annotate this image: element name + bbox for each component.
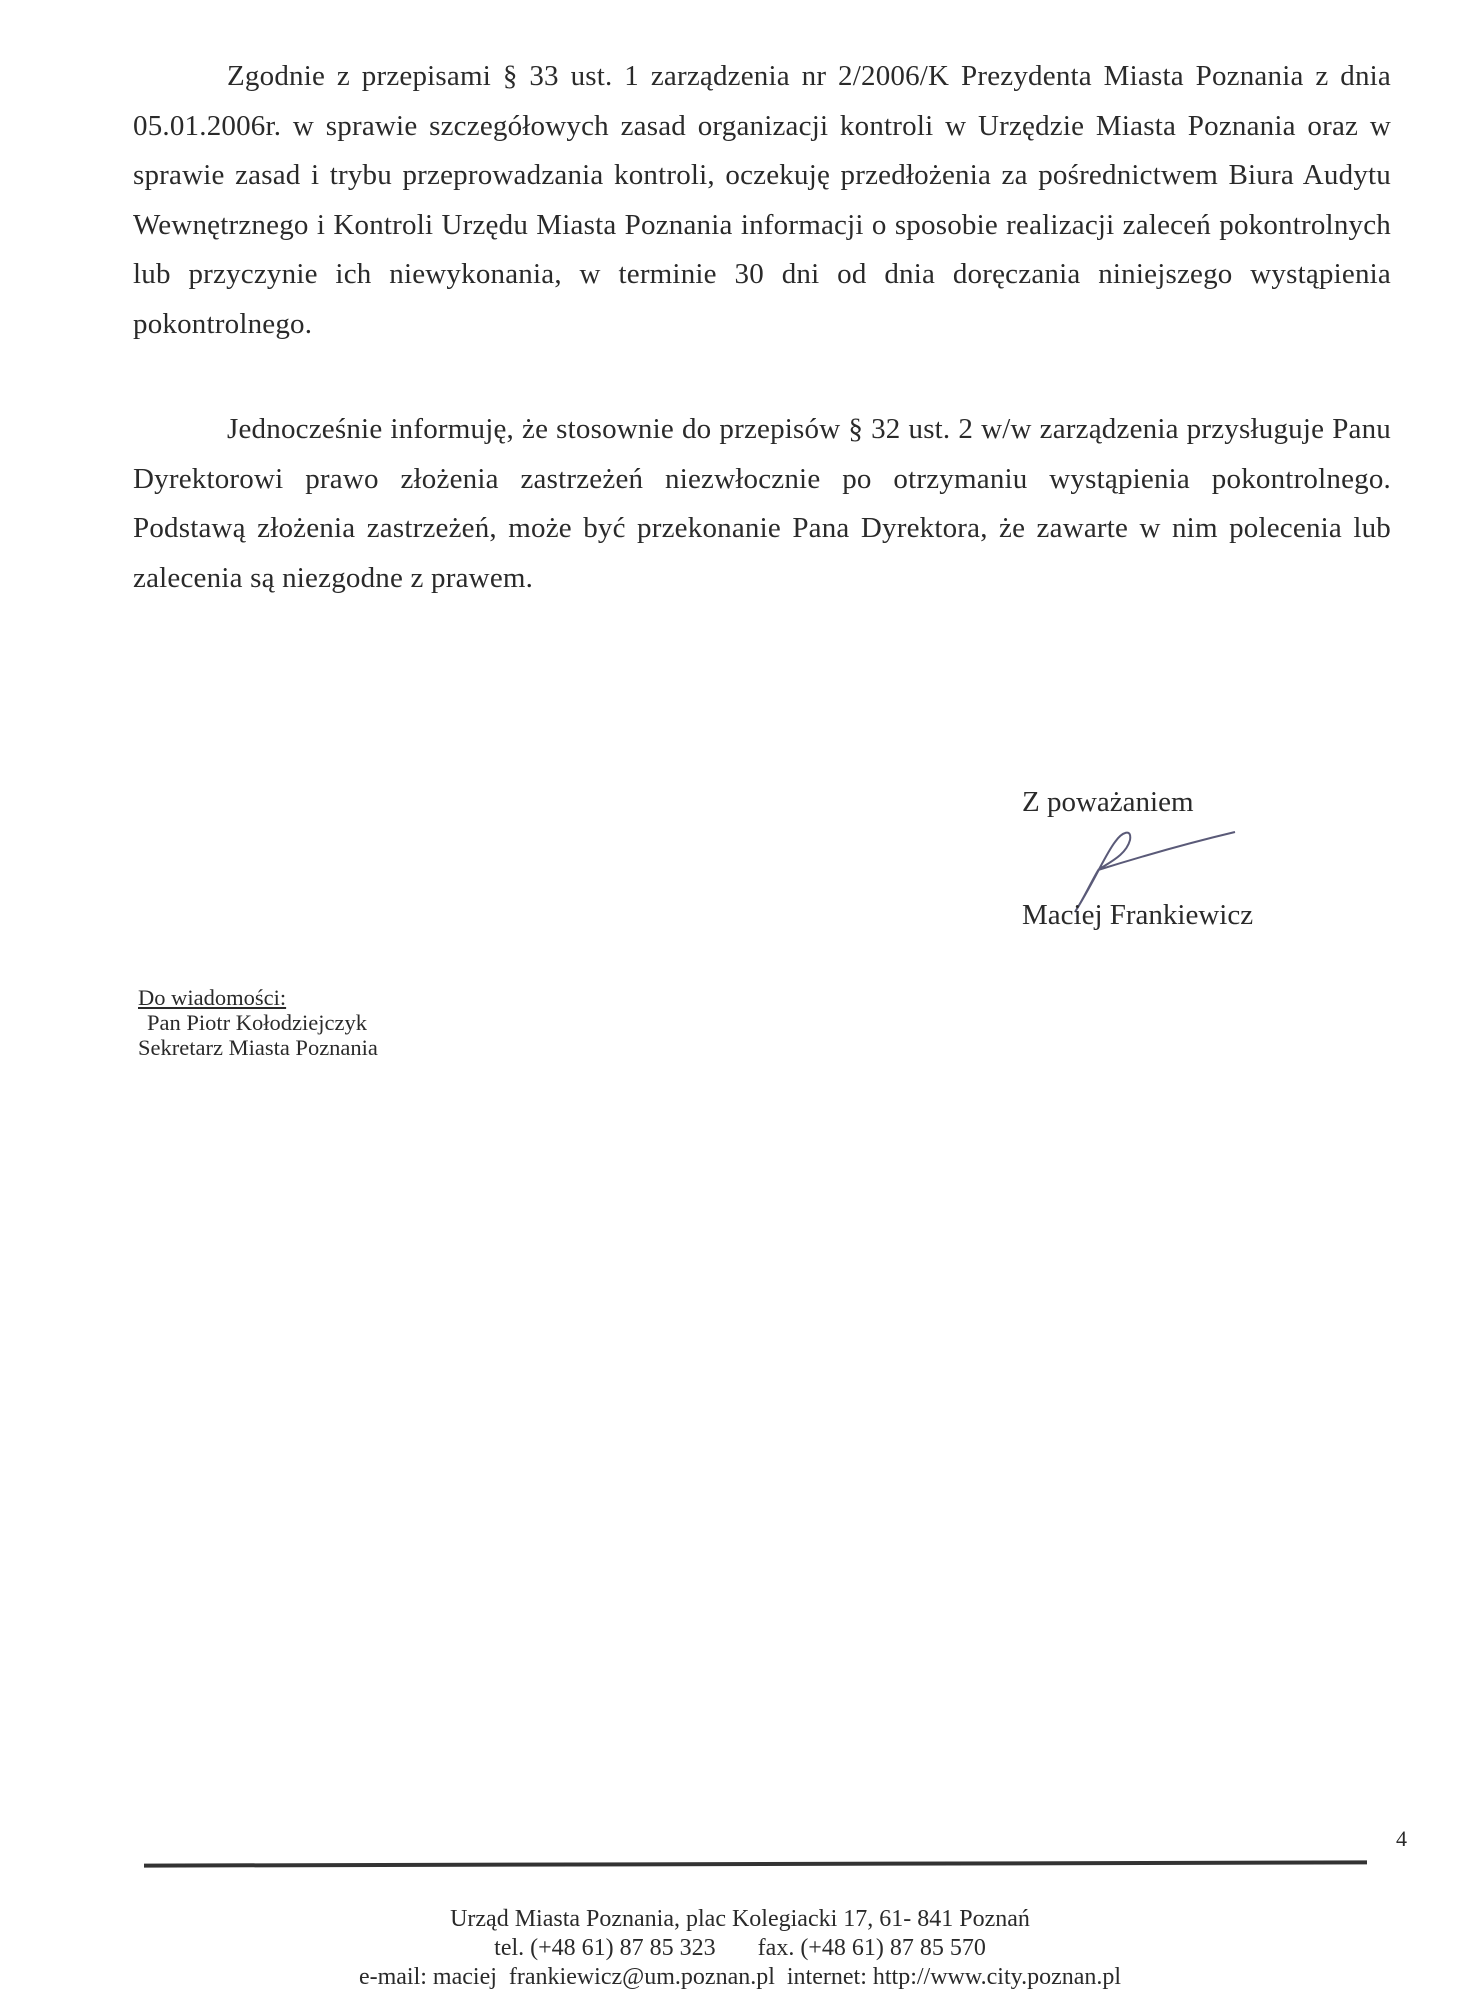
footer-divider — [144, 1860, 1367, 1867]
footer — [260, 1905, 1220, 1992]
cc-block — [138, 985, 378, 1060]
paragraph-2: Jednocześnie informuję, że stosownie do przepisów § 32 ust. 2 w/w zarządzenia przysługuje Panu Dyrektorowi prawo złożenia zastrzeżeń niezwłocznie po otrzymaniu wystąpienia pokontrolnego. Podstawą złożenia zastrzeżeń, może być przekonanie Pana Dyrektora, że zawarte w nim polecenia lub zalecenia są niezgodne z prawem. — [133, 413, 1391, 594]
footer-tel: tel. (+48 61) 87 85 323 — [494, 1935, 716, 1961]
footer-address: Urząd Miasta Poznania, plac Kolegiacki 17, 61- 841 Poznań — [450, 1906, 1030, 1932]
cc-title: Sekretarz Miasta Poznania — [138, 1035, 378, 1060]
closing-phrase: Z poważaniem — [1022, 786, 1194, 818]
footer-web — [260, 1963, 1220, 1992]
signer-name: Maciej Frankiewicz — [1022, 899, 1254, 931]
footer-contact — [260, 1934, 1220, 1963]
page-number: 4 — [1396, 1826, 1407, 1851]
footer-fax: fax. (+48 61) 87 85 570 — [757, 1935, 986, 1961]
footer-internet[interactable]: internet: http://www.city.poznan.pl — [786, 1964, 1122, 1990]
paragraph-1: Zgodnie z przepisami § 33 ust. 1 zarządzenia nr 2/2006/K Prezydenta Miasta Poznania z dnia 05.01.2006r. w sprawie szczegółowych zasad organizacji kontroli w Urzędzie Miasta Poznania oraz w sprawie zasad i trybu przeprowadzania kontroli, oczekuję przedłożenia za pośrednictwem Biura Audytu Wewnętrznego i Kontroli Urzędu Miasta Poznania informacji o sposobie realizacji zaleceń pokontrolnych lub przyczynie ich niewykonania, w terminie 30 dni od dnia doręczania niniejszego wystąpienia pokontrolnego. — [133, 60, 1391, 340]
cc-label: Do wiadomości: — [138, 985, 287, 1010]
cc-name: Pan Piotr Kołodziejczyk — [147, 1010, 367, 1035]
footer-email[interactable]: e-mail: maciej frankiewicz@um.poznan.pl — [358, 1964, 775, 1990]
